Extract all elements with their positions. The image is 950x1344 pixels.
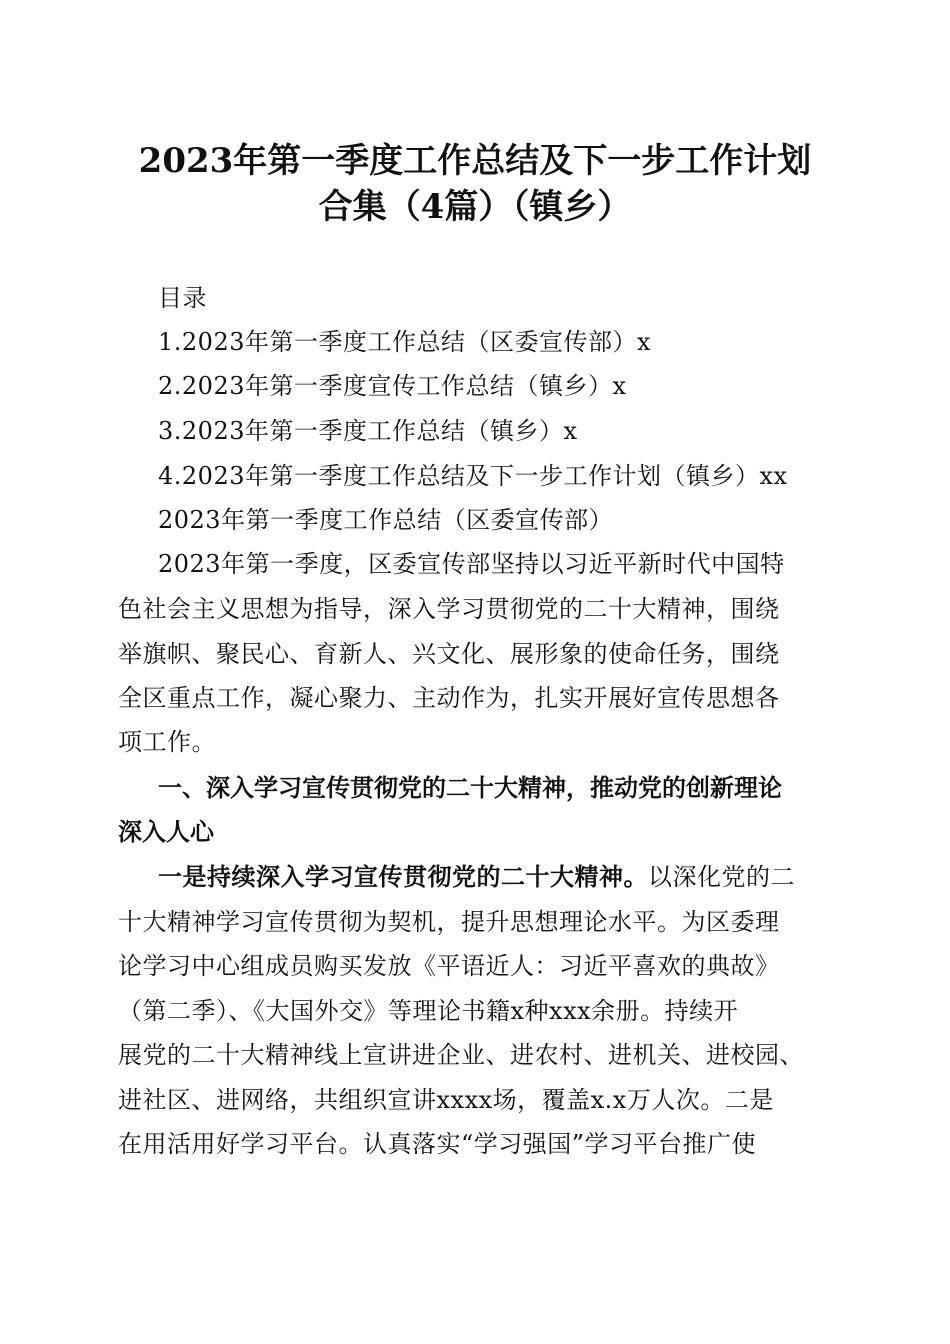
- heading-1-line-1: 一、深入学习宣传贯彻党的二十大精神，推动党的创新理论: [158, 774, 782, 802]
- body-line: （第二季）、《大国外交》等理论书籍x种xxx余册。持续开: [118, 997, 739, 1025]
- body-line: 论学习中心组成员购买发放《平语近人：习近平喜欢的典故》: [118, 952, 780, 980]
- document-title-line-2: 合集（4篇）（镇乡）: [318, 187, 632, 227]
- body-line: 进社区、进网络，共组织宣讲xxxx场，覆盖x.x万人次。二是: [118, 1086, 774, 1114]
- intro-line: 2023年第一季度，区委宣传部坚持以习近平新时代中国特: [158, 550, 785, 578]
- body-line: 一是持续深入学习宣传贯彻党的二十大精神。以深化党的二: [158, 862, 795, 891]
- toc-item-3: 3.2023年第一季度工作总结（镇乡）x: [158, 417, 578, 445]
- intro-line: 项工作。: [118, 728, 216, 756]
- intro-line: 色社会主义思想为指导，深入学习贯彻党的二十大精神，围绕: [118, 595, 780, 623]
- document-title-line-1: 2023年第一季度工作总结及下一步工作计划: [138, 141, 812, 181]
- heading-1-line-2: 深入人心: [118, 818, 214, 846]
- body-line: 展党的二十大精神线上宣讲进企业、进农村、进机关、进校园、: [118, 1041, 804, 1069]
- body-line: 在用活用好学习平台。认真落实“学习强国”学习平台推广使: [118, 1130, 757, 1158]
- intro-line: 举旗帜、聚民心、育新人、兴文化、展形象的使命任务，围绕: [118, 640, 780, 668]
- toc-item-2: 2.2023年第一季度宣传工作总结（镇乡）x: [158, 372, 627, 400]
- toc-item-1: 1.2023年第一季度工作总结（区委宣传部）x: [158, 328, 652, 356]
- toc-label: 目录: [158, 284, 207, 312]
- body-line: 十大精神学习宣传贯彻为契机，提升思想理论水平。为区委理: [118, 908, 780, 936]
- section-title: 2023年第一季度工作总结（区委宣传部）: [158, 506, 614, 534]
- toc-item-4: 4.2023年第一季度工作总结及下一步工作计划（镇乡）xx: [158, 462, 788, 490]
- intro-line: 全区重点工作，凝心聚力、主动作为，扎实开展好宣传思想各: [118, 684, 780, 712]
